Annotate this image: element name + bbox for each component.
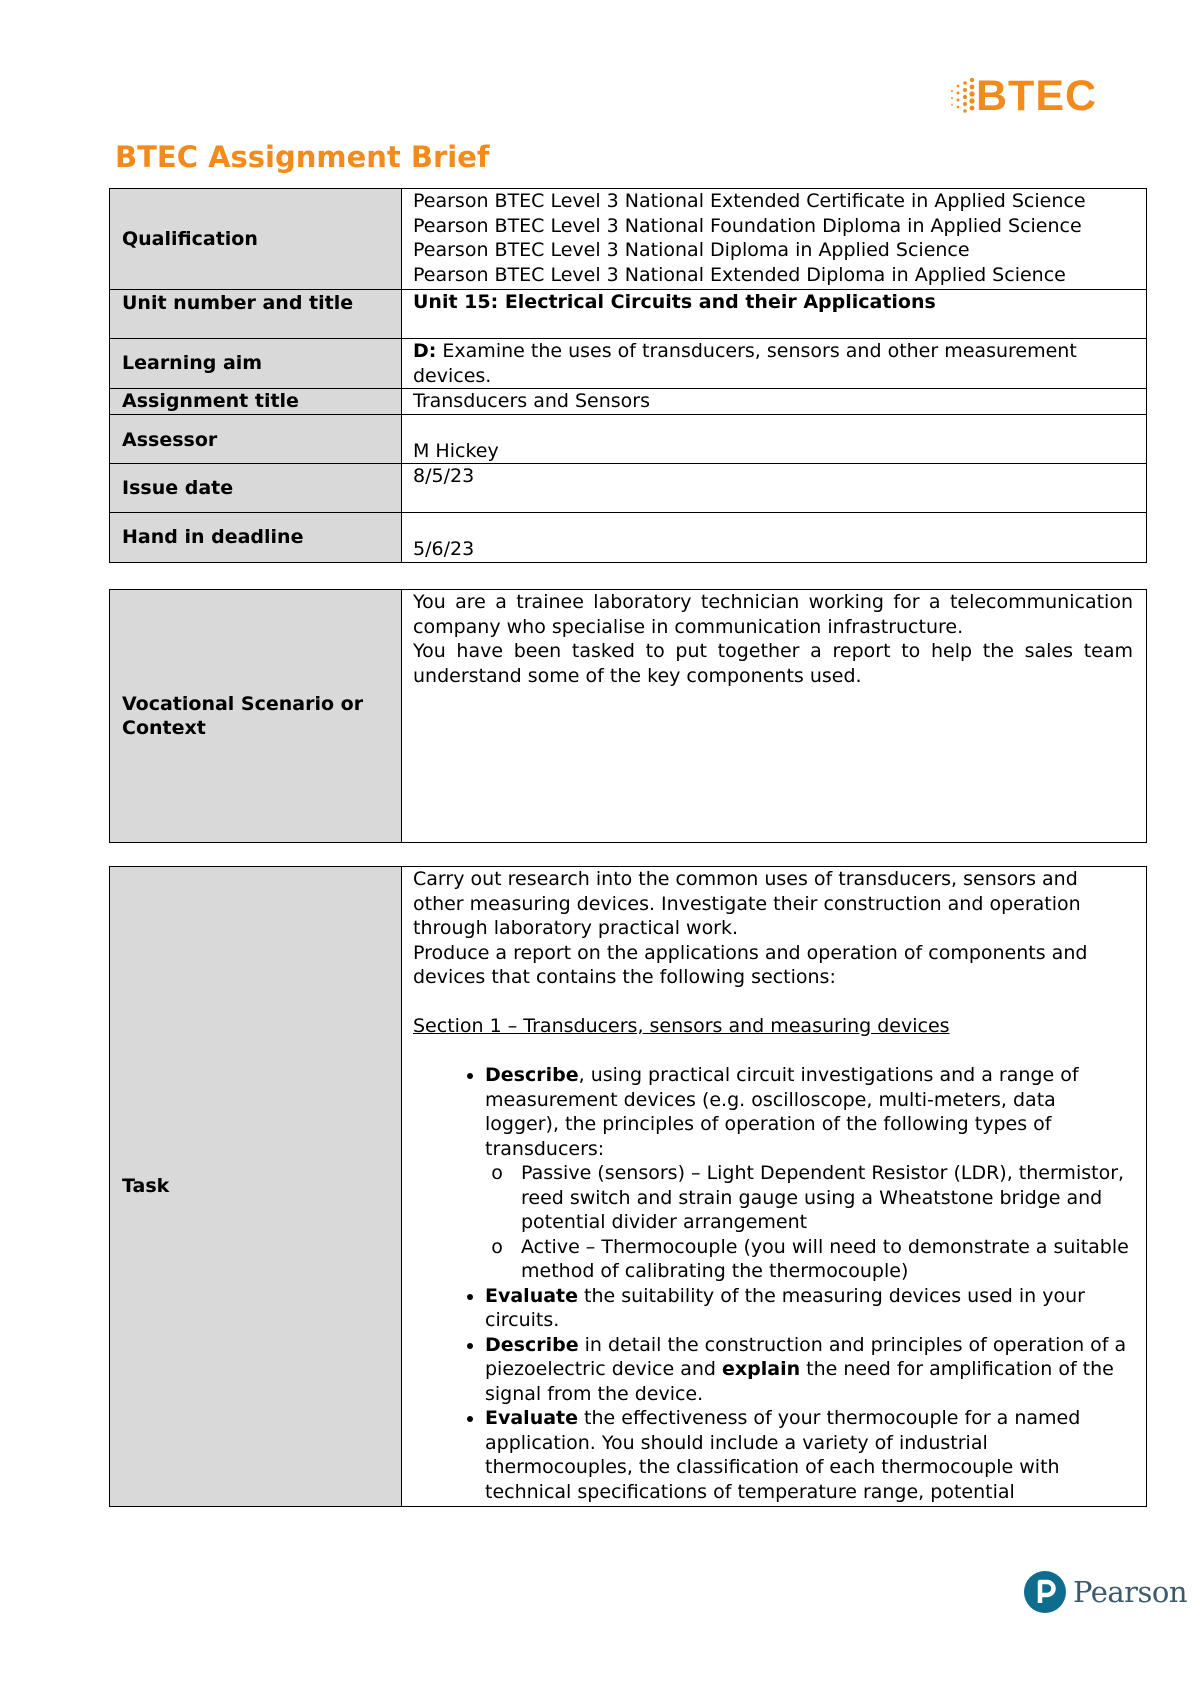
spacer — [413, 990, 1134, 1015]
scenario-value — [402, 590, 1147, 843]
qualification-line: Pearson BTEC Level 3 National Diploma in Applied Science — [413, 239, 970, 261]
bullet-text: the suitability of the measuring devices used in your circuits. — [485, 1284, 1085, 1331]
assignment-title-label: Assignment title — [110, 389, 402, 415]
qualification-label: Qualification — [110, 189, 402, 290]
list-item — [485, 1063, 1134, 1284]
bullet-text: the need for amplification of the signal from the device. — [485, 1358, 1114, 1405]
list-item: o Passive (sensors) – Light Dependent Resistor (LDR), thermistor, reed switch and strain gauge using a Wheatstone bridge and potential divider arrangement — [521, 1161, 1134, 1235]
assignment-title-value: Transducers and Sensors — [402, 389, 1147, 415]
learning-aim-label: Learning aim — [110, 339, 402, 389]
bold-term: Describe — [485, 1333, 579, 1356]
qualification-value — [402, 189, 1147, 290]
task-table — [109, 866, 1147, 1507]
pearson-p-icon — [1023, 1570, 1067, 1614]
table-row — [110, 464, 1147, 513]
task-bullet-list — [413, 1063, 1134, 1504]
task-intro: Produce a report on the applications and operation of components and devices that contains the following sections: — [413, 941, 1088, 988]
table-row — [110, 867, 1147, 1507]
qualification-line: Pearson BTEC Level 3 National Foundation Diploma in Applied Science — [413, 214, 1082, 237]
unit-value: Unit 15: Electrical Circuits and their Applications — [402, 290, 1147, 339]
list-item — [485, 1406, 1134, 1504]
pearson-logo — [1023, 1570, 1187, 1614]
btec-logo — [948, 72, 1097, 120]
task-content — [402, 867, 1147, 1507]
assessor-value: M Hickey — [402, 414, 1147, 464]
list-item: o Active – Thermocouple (you will need to demonstrate a suitable method of calibrating the thermocouple) — [521, 1235, 1134, 1284]
bullet-text: , using practical circuit investigations and a range of measurement devices (e.g. oscilloscope, multi-meters, data logger), the principles of operation of the following types of transducers: — [485, 1064, 1079, 1160]
learning-aim-text: Examine the uses of transducers, sensors and other measurement devices. — [413, 340, 1077, 387]
table-row — [110, 590, 1147, 843]
deadline-value: 5/6/23 — [402, 513, 1147, 563]
btec-logo-text: BTEC — [976, 71, 1098, 120]
bold-term: Describe — [485, 1064, 579, 1086]
scenario-label: Vocational Scenario or Context — [110, 590, 402, 843]
scenario-paragraph: You have been tasked to put together a report to help the sales team understand some of the key components used. — [413, 640, 1133, 687]
table-row — [110, 189, 1147, 290]
list-item — [485, 1333, 1134, 1407]
bold-term: Evaluate — [485, 1284, 579, 1307]
learning-aim-code: D: — [413, 340, 437, 362]
qualification-line: Pearson BTEC Level 3 National Extended Diploma in Applied Science — [413, 263, 1066, 286]
unit-label: Unit number and title — [110, 290, 402, 339]
sub-list — [485, 1161, 1134, 1284]
pearson-logo-text: Pearson — [1073, 1575, 1188, 1609]
issue-date-label: Issue date — [110, 464, 402, 513]
assignment-details-table — [109, 188, 1147, 563]
bold-term: Evaluate — [485, 1407, 579, 1429]
bullet-text: in detail the construction and principles of operation of a piezoelectric device and — [485, 1333, 1127, 1380]
issue-date-value: 8/5/23 — [402, 464, 1147, 513]
list-item — [485, 1284, 1134, 1333]
deadline-label: Hand in deadline — [110, 513, 402, 563]
scenario-paragraph: You are a trainee laboratory technician working for a telecommunication company who specialise in communication infrastructure. — [413, 591, 1133, 638]
table-row — [110, 513, 1147, 563]
page-title: BTEC Assignment Brief — [115, 140, 490, 174]
table-row — [110, 389, 1147, 415]
dot-pattern-icon — [948, 76, 976, 116]
bullet-text: the effectiveness of your thermocouple for a named application. You should include a variety of industrial thermocouples, the classification of each thermocouple with technical specifications of temperature range, potential — [485, 1407, 1081, 1503]
qualification-line: Pearson BTEC Level 3 National Extended Certificate in Applied Science — [413, 190, 1086, 212]
bold-term: explain — [722, 1358, 801, 1380]
assessor-label: Assessor — [110, 414, 402, 464]
table-row — [110, 414, 1147, 464]
table-row — [110, 290, 1147, 339]
task-intro: Carry out research into the common uses of transducers, sensors and other measuring devices. Investigate their construction and operation through laboratory practical work. — [413, 868, 1081, 939]
learning-aim-value — [402, 339, 1147, 389]
scenario-table — [109, 589, 1147, 843]
spacer — [413, 1039, 1134, 1064]
section-title: Section 1 – Transducers, sensors and measuring devices — [413, 1015, 950, 1037]
task-label: Task — [110, 867, 402, 1507]
table-row — [110, 339, 1147, 389]
